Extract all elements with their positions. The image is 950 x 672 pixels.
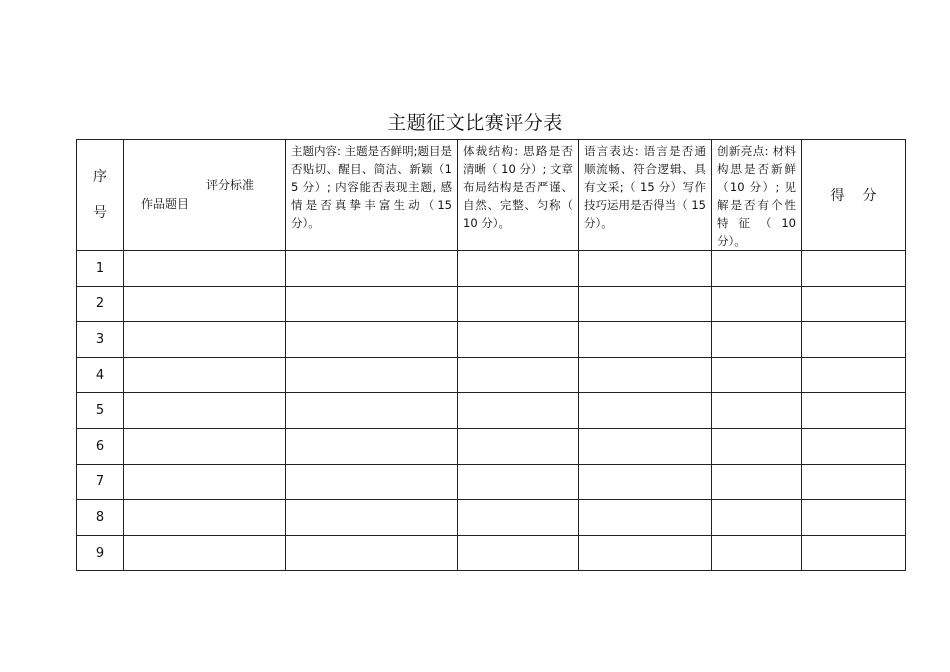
score-header: 得分 bbox=[802, 140, 906, 251]
criterion-innovation-text: 创新亮点: 材料构思是否新鲜（10 分）; 见解是否有个性特征（10 分）。 bbox=[717, 144, 796, 248]
work-title-cell[interactable] bbox=[124, 500, 286, 536]
language-score-cell[interactable] bbox=[579, 322, 712, 358]
criterion-language-text: 语言表达: 语言是否通顺流畅、符合逻辑、具有文采;（ 15 分）写作技巧运用是否得当（ 15 分）。 bbox=[584, 144, 706, 230]
table-row bbox=[77, 251, 906, 287]
structure-score-cell[interactable] bbox=[458, 251, 579, 287]
criterion-content-text: 主题内容: 主题是否鲜明;题目是否贴切、醒目、简洁、新颖（15 分）; 内容能否表现主题, 感情是否真挚丰富生动（15 分）。 bbox=[291, 144, 452, 230]
table-row bbox=[77, 357, 906, 393]
innovation-score-cell[interactable] bbox=[712, 464, 802, 500]
work-title-cell[interactable] bbox=[124, 357, 286, 393]
content-score-cell[interactable] bbox=[286, 357, 458, 393]
language-score-cell[interactable] bbox=[579, 251, 712, 287]
row-number: 4 bbox=[77, 357, 124, 393]
work-title-cell[interactable] bbox=[124, 322, 286, 358]
criterion-innovation bbox=[712, 140, 802, 251]
table-row bbox=[77, 286, 906, 322]
table-row bbox=[77, 428, 906, 464]
content-score-cell[interactable] bbox=[286, 251, 458, 287]
row-number: 8 bbox=[77, 500, 124, 536]
language-score-cell[interactable] bbox=[579, 393, 712, 429]
total-score-cell[interactable] bbox=[802, 535, 906, 571]
structure-score-cell[interactable] bbox=[458, 357, 579, 393]
work-title-cell[interactable] bbox=[124, 535, 286, 571]
innovation-score-cell[interactable] bbox=[712, 322, 802, 358]
language-score-cell[interactable] bbox=[579, 428, 712, 464]
innovation-score-cell[interactable] bbox=[712, 535, 802, 571]
table-body bbox=[77, 251, 906, 571]
structure-score-cell[interactable] bbox=[458, 286, 579, 322]
content-score-cell[interactable] bbox=[286, 500, 458, 536]
table-row bbox=[77, 393, 906, 429]
total-score-cell[interactable] bbox=[802, 500, 906, 536]
diagonal-header bbox=[124, 140, 286, 251]
criterion-structure-text: 体裁结构: 思路是否清晰（ 10 分）; 文章布局结构是否严谨、自然、完整、匀称（ 10 分）。 bbox=[463, 144, 573, 230]
innovation-score-cell[interactable] bbox=[712, 251, 802, 287]
work-title-cell[interactable] bbox=[124, 393, 286, 429]
criteria-label: 评分标准 bbox=[206, 178, 255, 192]
innovation-score-cell[interactable] bbox=[712, 500, 802, 536]
language-score-cell[interactable] bbox=[579, 357, 712, 393]
structure-score-cell[interactable] bbox=[458, 393, 579, 429]
total-score-cell[interactable] bbox=[802, 464, 906, 500]
table-row bbox=[77, 322, 906, 358]
language-score-cell[interactable] bbox=[579, 286, 712, 322]
work-title-label: 作品题目 bbox=[141, 197, 190, 211]
criterion-structure bbox=[458, 140, 579, 251]
total-score-cell[interactable] bbox=[802, 428, 906, 464]
index-header bbox=[77, 140, 124, 251]
total-score-cell[interactable] bbox=[802, 322, 906, 358]
language-score-cell[interactable] bbox=[579, 535, 712, 571]
index-header-char-1: 序 bbox=[93, 169, 107, 185]
row-number: 9 bbox=[77, 535, 124, 571]
total-score-cell[interactable] bbox=[802, 357, 906, 393]
table-row bbox=[77, 500, 906, 536]
innovation-score-cell[interactable] bbox=[712, 286, 802, 322]
row-number: 5 bbox=[77, 393, 124, 429]
table-row bbox=[77, 535, 906, 571]
row-number: 2 bbox=[77, 286, 124, 322]
structure-score-cell[interactable] bbox=[458, 464, 579, 500]
work-title-cell[interactable] bbox=[124, 251, 286, 287]
innovation-score-cell[interactable] bbox=[712, 393, 802, 429]
work-title-cell[interactable] bbox=[124, 464, 286, 500]
table-row bbox=[77, 464, 906, 500]
structure-score-cell[interactable] bbox=[458, 535, 579, 571]
language-score-cell[interactable] bbox=[579, 500, 712, 536]
content-score-cell[interactable] bbox=[286, 464, 458, 500]
structure-score-cell[interactable] bbox=[458, 428, 579, 464]
row-number: 1 bbox=[77, 251, 124, 287]
criterion-language bbox=[579, 140, 712, 251]
score-table bbox=[76, 139, 906, 571]
language-score-cell[interactable] bbox=[579, 464, 712, 500]
row-number: 3 bbox=[77, 322, 124, 358]
total-score-cell[interactable] bbox=[802, 251, 906, 287]
total-score-cell[interactable] bbox=[802, 393, 906, 429]
structure-score-cell[interactable] bbox=[458, 322, 579, 358]
index-header-char-2: 号 bbox=[93, 205, 107, 221]
criterion-content bbox=[286, 140, 458, 251]
structure-score-cell[interactable] bbox=[458, 500, 579, 536]
innovation-score-cell[interactable] bbox=[712, 357, 802, 393]
innovation-score-cell[interactable] bbox=[712, 428, 802, 464]
content-score-cell[interactable] bbox=[286, 286, 458, 322]
work-title-cell[interactable] bbox=[124, 428, 286, 464]
work-title-cell[interactable] bbox=[124, 286, 286, 322]
content-score-cell[interactable] bbox=[286, 393, 458, 429]
total-score-cell[interactable] bbox=[802, 286, 906, 322]
page-title: 主题征文比赛评分表 bbox=[387, 112, 563, 134]
header-row bbox=[77, 140, 906, 251]
content-score-cell[interactable] bbox=[286, 535, 458, 571]
content-score-cell[interactable] bbox=[286, 322, 458, 358]
content-score-cell[interactable] bbox=[286, 428, 458, 464]
row-number: 6 bbox=[77, 428, 124, 464]
row-number: 7 bbox=[77, 464, 124, 500]
